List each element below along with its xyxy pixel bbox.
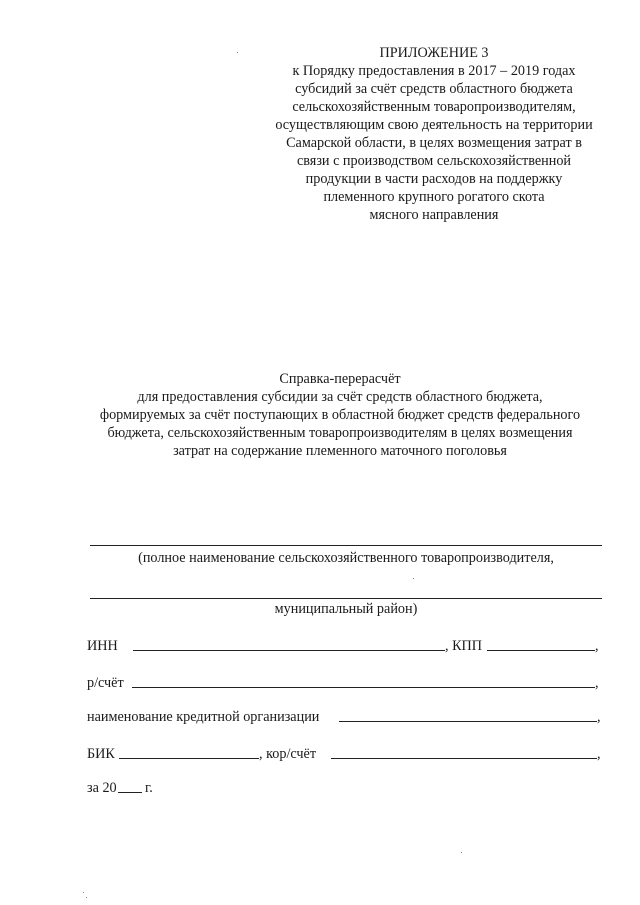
year-suffix: г. [145,780,153,796]
year-prefix: за 20 [87,780,117,796]
kpp-label: , КПП [445,638,483,654]
appendix-line: связи с производством сельскохозяйственной [296,153,572,169]
document-title: Справка-перерасчёт [279,371,401,387]
inn-kpp-row [87,636,607,656]
bik-label: БИК [87,746,115,762]
bank-field[interactable] [339,721,597,722]
corr-account-label: , кор/счёт [259,746,317,762]
year-field[interactable] [118,792,142,793]
scan-speck [86,897,87,898]
row-end-comma: , [597,709,601,725]
document-subtitle-line: затрат на содержание племенного маточного поголовья [173,443,507,459]
appendix-line: Самарской области, в целях возмещения затрат в [286,135,582,151]
appendix-line: сельскохозяйственным товаропроизводителям, [292,99,576,115]
scan-speck [413,578,414,579]
scan-speck [461,852,462,853]
document-subtitle-line: бюджета, сельскохозяйственным товаропроизводителям в целях возмещения [107,425,573,441]
appendix-title: ПРИЛОЖЕНИЕ 3 [379,45,489,61]
appendix-line: племенного крупного рогатого скота [323,189,545,205]
row-end-comma: , [595,675,599,691]
inn-field[interactable] [133,650,445,651]
account-row [87,673,607,693]
appendix-line: продукции в части расходов на поддержку [305,171,563,187]
year-row [87,778,607,798]
inn-label: ИНН [87,638,118,654]
account-label: р/счёт [87,675,124,691]
bik-field[interactable] [119,758,259,759]
bik-row [87,744,607,764]
bank-row [87,707,607,727]
appendix-line: субсидий за счёт средств областного бюджета [295,81,573,97]
document-title-block [60,370,620,460]
appendix-line: осуществляющим свою деятельность на территории [275,117,593,133]
appendix-line: мясного направления [369,207,499,223]
row-end-comma: , [597,746,601,762]
producer-name-field[interactable] [90,545,602,546]
bank-label: наименование кредитной организации [87,709,320,725]
document-subtitle-line: формируемых за счёт поступающих в областной бюджет средств федерального [99,407,581,423]
kpp-field[interactable] [487,650,595,651]
account-field[interactable] [132,687,595,688]
appendix-line: к Порядку предоставления в 2017 – 2019 годах [292,63,576,79]
row-end-comma: , [595,638,599,654]
district-field[interactable] [90,598,602,599]
district-caption: муниципальный район) [274,601,418,617]
scan-speck [83,892,84,893]
producer-name-caption: (полное наименование сельскохозяйственного товаропроизводителя, [138,550,554,566]
document-subtitle-line: для предоставления субсидии за счёт средств областного бюджета, [137,389,543,405]
scan-speck [237,52,238,53]
corr-account-field[interactable] [331,758,597,759]
appendix-header [248,44,620,224]
